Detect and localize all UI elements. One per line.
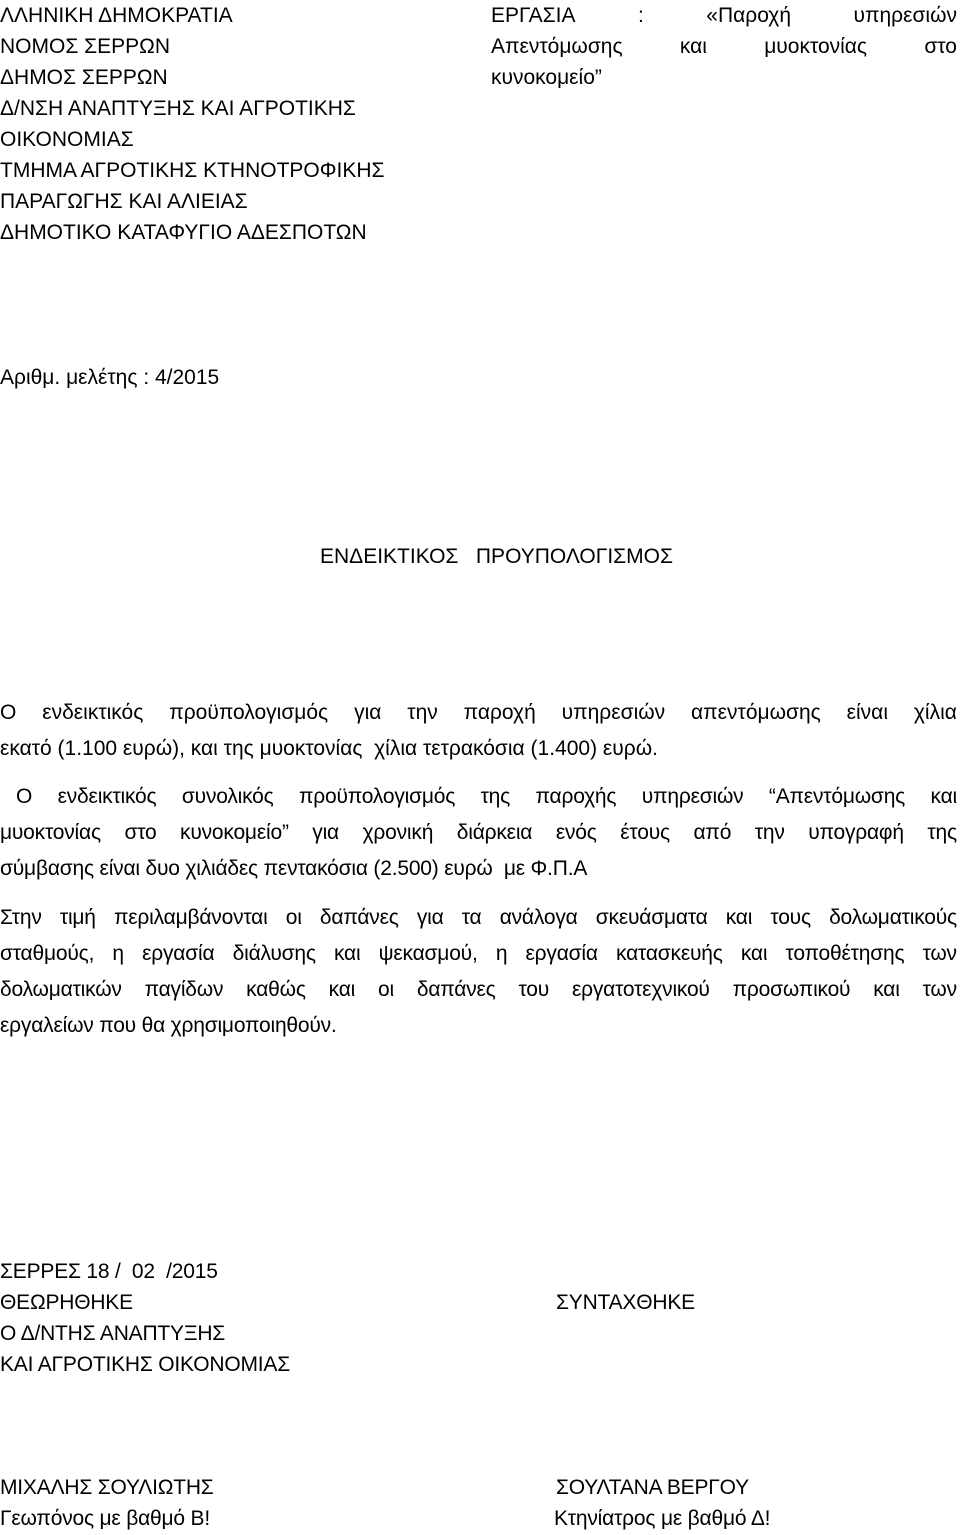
word: συνολικός: [181, 785, 274, 808]
word: μυοκτονίας: [0, 821, 101, 844]
paragraph-line: [0, 972, 957, 1008]
authority-line: ΛΛΗΝΙΚΗ ΔΗΜΟΚΡΑΤΙΑ: [0, 4, 233, 27]
paragraph-line: [0, 936, 957, 972]
word: και: [930, 785, 957, 808]
signatory-left-name: ΜΙΧΑΛΗΣ ΣΟΥΛΙΩΤΗΣ: [0, 1476, 214, 1499]
authority-line: ΔΗΜΟΣ ΣΕΡΡΩΝ: [0, 66, 168, 89]
authority-line: ΠΑΡΑΓΩΓΗΣ ΚΑΙ ΑΛΙΕΙΑΣ: [0, 190, 248, 213]
word: έτους: [620, 821, 670, 844]
word: χίλια: [913, 701, 957, 724]
word: για: [354, 701, 382, 724]
compiled-label: ΣΥΝΤΑΧΘΗΚΕ: [556, 1291, 695, 1314]
issuing-authority: [0, 0, 384, 248]
word: απεντόμωσης: [691, 701, 821, 724]
word: ενός: [555, 821, 597, 844]
budget-title: ΕΝΔΕΙΚΤΙΚΟΣ ΠΡΟΥΠΟΛΟΓΙΣΜΟΣ: [320, 545, 673, 568]
word: ανάλογα: [499, 906, 578, 929]
word: και: [725, 906, 753, 929]
word: ενδεικτικός: [57, 785, 157, 808]
word: εργασία: [142, 942, 215, 965]
word: δαπάνες: [319, 906, 399, 929]
word: για: [416, 906, 444, 929]
word: σταθμούς,: [0, 942, 95, 965]
word: τους: [770, 906, 811, 929]
director-title: Ο Δ/ΝΤΗΣ ΑΝΑΠΤΥΞΗΣ: [0, 1322, 226, 1345]
word: της: [927, 821, 957, 844]
word: σκευάσματα: [595, 906, 708, 929]
word: “Απεντόμωσης: [768, 785, 906, 808]
word: διάρκεια: [456, 821, 533, 844]
word: και: [328, 978, 356, 1001]
word: υπηρεσιών: [641, 785, 744, 808]
word: Ο: [0, 701, 17, 724]
word: την: [407, 701, 438, 724]
word: υπογραφή: [808, 821, 904, 844]
paragraph-line: [0, 815, 957, 851]
word: δολωματικών: [0, 978, 122, 1001]
word: από: [693, 821, 732, 844]
project-word: στο: [924, 35, 957, 58]
word: χρονική: [362, 821, 434, 844]
word: για: [312, 821, 340, 844]
project-word: Απεντόμωσης: [491, 35, 623, 58]
project-word: και: [679, 35, 707, 58]
project-title-line: κυνοκομείο”: [491, 66, 602, 89]
word: τιμή: [59, 906, 96, 929]
word: του: [518, 978, 550, 1001]
word: περιλαμβάνονται: [113, 906, 268, 929]
paragraph-line: [0, 695, 957, 731]
word: προσωπικού: [732, 978, 851, 1001]
authority-line: ΤΜΗΜΑ ΑΓΡΟΤΙΚΗΣ ΚΤΗΝΟΤΡΟΦΙΚΗΣ: [0, 159, 385, 182]
word: εργασία: [525, 942, 598, 965]
budget-paragraph-1: [0, 695, 957, 767]
word: η: [112, 942, 124, 965]
word: οι: [378, 978, 394, 1001]
word: παροχής: [535, 785, 617, 808]
project-title: [491, 0, 957, 93]
word: κατασκευής: [616, 942, 723, 965]
word: τα: [461, 906, 482, 929]
word: προϋπολογισμός: [298, 785, 456, 808]
authority-line: ΝΟΜΟΣ ΣΕΡΡΩΝ: [0, 35, 171, 58]
project-word: «Παροχή: [706, 4, 792, 27]
word: παγίδων: [144, 978, 224, 1001]
document-date: ΣΕΡΡΕΣ 18 / 02 /2015: [0, 1260, 218, 1283]
project-word: υπηρεσιών: [853, 4, 957, 27]
word: στο: [124, 821, 157, 844]
word: είναι: [846, 701, 888, 724]
study-number: Αριθμ. μελέτης : 4/2015: [0, 366, 220, 389]
signatory-right-name: ΣΟΥΛΤΑΝΑ ΒΕΡΓΟΥ: [556, 1476, 749, 1499]
paragraph-line: εκατό (1.100 ευρώ), και της μυοκτονίας χίλια τετρακόσια (1.400) ευρώ.: [0, 737, 658, 760]
authority-line: Δ/ΝΣΗ ΑΝΑΠΤΥΞΗΣ ΚΑΙ ΑΓΡΟΤΙΚΗΣ: [0, 97, 356, 120]
paragraph-line: σύμβασης είναι δυο χιλιάδες πεντακόσια (2.500) ευρώ με Φ.Π.Α: [0, 857, 588, 880]
word: παροχή: [463, 701, 536, 724]
word: καθώς: [246, 978, 306, 1001]
word: την: [754, 821, 785, 844]
word: και: [740, 942, 768, 965]
word: διάλυσης: [232, 942, 316, 965]
budget-paragraph-2: [0, 779, 957, 887]
signatory-right-title: Κτηνίατρος με βαθμό Δ!: [554, 1507, 771, 1530]
project-word: :: [637, 4, 644, 27]
word: των: [922, 942, 957, 965]
word: ψεκασμού,: [378, 942, 478, 965]
price-inclusions-paragraph: [0, 900, 957, 1044]
word: των: [922, 978, 957, 1001]
authority-line: ΔΗΜΟΤΙΚΟ ΚΑΤΑΦΥΓΙΟ ΑΔΕΣΠΟΤΩΝ: [0, 221, 367, 244]
approved-label: ΘΕΩΡΗΘΗΚΕ: [0, 1291, 133, 1314]
word: δαπάνες: [416, 978, 496, 1001]
word: η: [495, 942, 508, 965]
word: Στην: [0, 906, 42, 929]
word: τοποθέτησης: [785, 942, 905, 965]
project-word: μυοκτονίας: [764, 35, 868, 58]
word: δολωματικούς: [829, 906, 957, 929]
word: προϋπολογισμός: [169, 701, 329, 724]
paragraph-line: [0, 900, 957, 936]
word: και: [873, 978, 900, 1001]
project-title-line: [491, 31, 957, 62]
project-word: ΕΡΓΑΣΙΑ: [491, 4, 576, 27]
signatory-left-title: Γεωπόνος με βαθμό Β!: [0, 1507, 210, 1530]
word: και: [333, 942, 361, 965]
word: της: [480, 785, 511, 808]
word: υπηρεσιών: [561, 701, 666, 724]
word: κυνοκομείο”: [180, 821, 289, 844]
director-department: ΚΑΙ ΑΓΡΟΤΙΚΗΣ ΟΙΚΟΝΟΜΙΑΣ: [0, 1353, 290, 1376]
project-title-line: [491, 0, 957, 31]
word: οι: [285, 906, 302, 929]
word: Ο: [16, 785, 33, 808]
paragraph-line: [0, 779, 957, 815]
word: ενδεικτικός: [42, 701, 144, 724]
paragraph-line: εργαλείων που θα χρησιμοποιηθούν.: [0, 1014, 337, 1037]
word: εργατοτεχνικού: [571, 978, 710, 1001]
authority-line: ΟΙΚΟΝΟΜΙΑΣ: [0, 128, 134, 151]
